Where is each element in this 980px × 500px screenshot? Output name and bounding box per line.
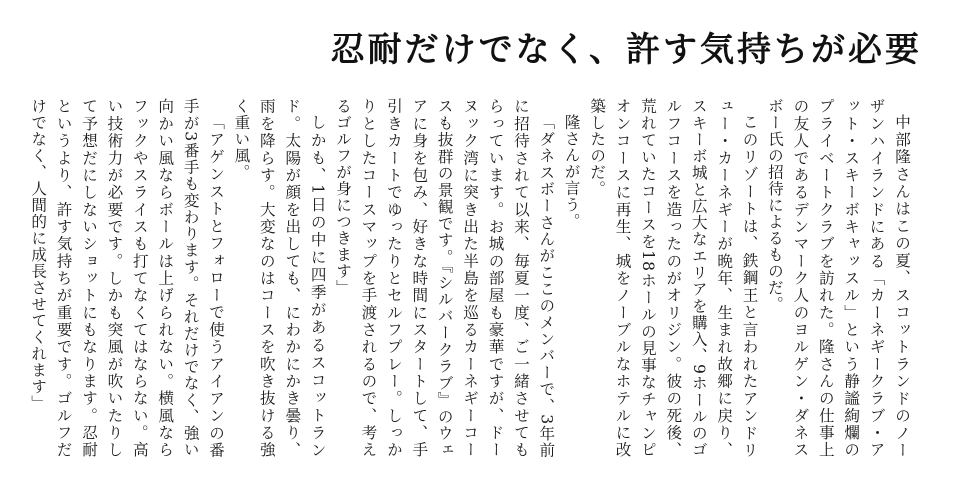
- paragraph-intro: 中部隆さんはこの夏、スコットランドのノーザンハイランドにある「カーネギークラブ・アット・スキーボキャッスル」という静謐絢爛のプライベートクラブを訪れた。隆さんの仕事上の友人であるデンマーク人のヨルゲン・ダネスボー氏の招待によるものだ。: [765, 98, 911, 458]
- headline: 忍耐だけでなく、許す気持ちが必要: [330, 30, 922, 70]
- paragraph-quote-1: 「ダネスボーさんがここのメンバーで、3年前に招待されて以来、毎夏一度、ご一緒させてもらっています。お城の部屋も豪華ですが、ドーヌック湾に突き出た半島を巡るカーネギーコースも抜群の景観です。『シルバークラブ』のウェアに身を包み、好きな時間にスタートして、手引きカートでゆったりとセルフプレー。しっかりとしたコースマップを手渡されるので、考えるゴルフが身につきます」: [334, 98, 556, 458]
- paragraph-quote-2: 「アゲンストとフォローで使うアイアンの番手が3番手も変わります。それだけでなく、強い向かい風ならボールは上げられない。横風ならフックやスライスも打てなくてはならない。高い技術力が必要です。しかも突風が吹いたりして予想だにしないショットにもなります。忍耐というより、許す気持ちが重要です。ゴルフだけでなく、人間的に成長させてくれます」: [29, 98, 226, 458]
- paragraph-weather: しかも、1日の中に四季があるスコットランド。太陽が顔を出しても、にわかにかき曇り、雨を降らす。大変なのはコースを吹き抜ける強く重い風。: [232, 98, 327, 458]
- paragraph-quote-lead: 隆さんが言う。: [562, 113, 581, 230]
- paragraph-resort-history: このリゾートは、鉄鋼王と言われたアンドリュー・カーネギーが晩年、生まれ故郷に戻り、スキーボ城と広大なエリアを購入、9ホールのゴルフコースを造ったのがオリジン。彼の死後、荒れていたコースを18ホールの見事なチャンピオンコースに再生、城をノーブルなホテルに改築したのだ。: [588, 98, 759, 458]
- article-body: [29, 98, 914, 458]
